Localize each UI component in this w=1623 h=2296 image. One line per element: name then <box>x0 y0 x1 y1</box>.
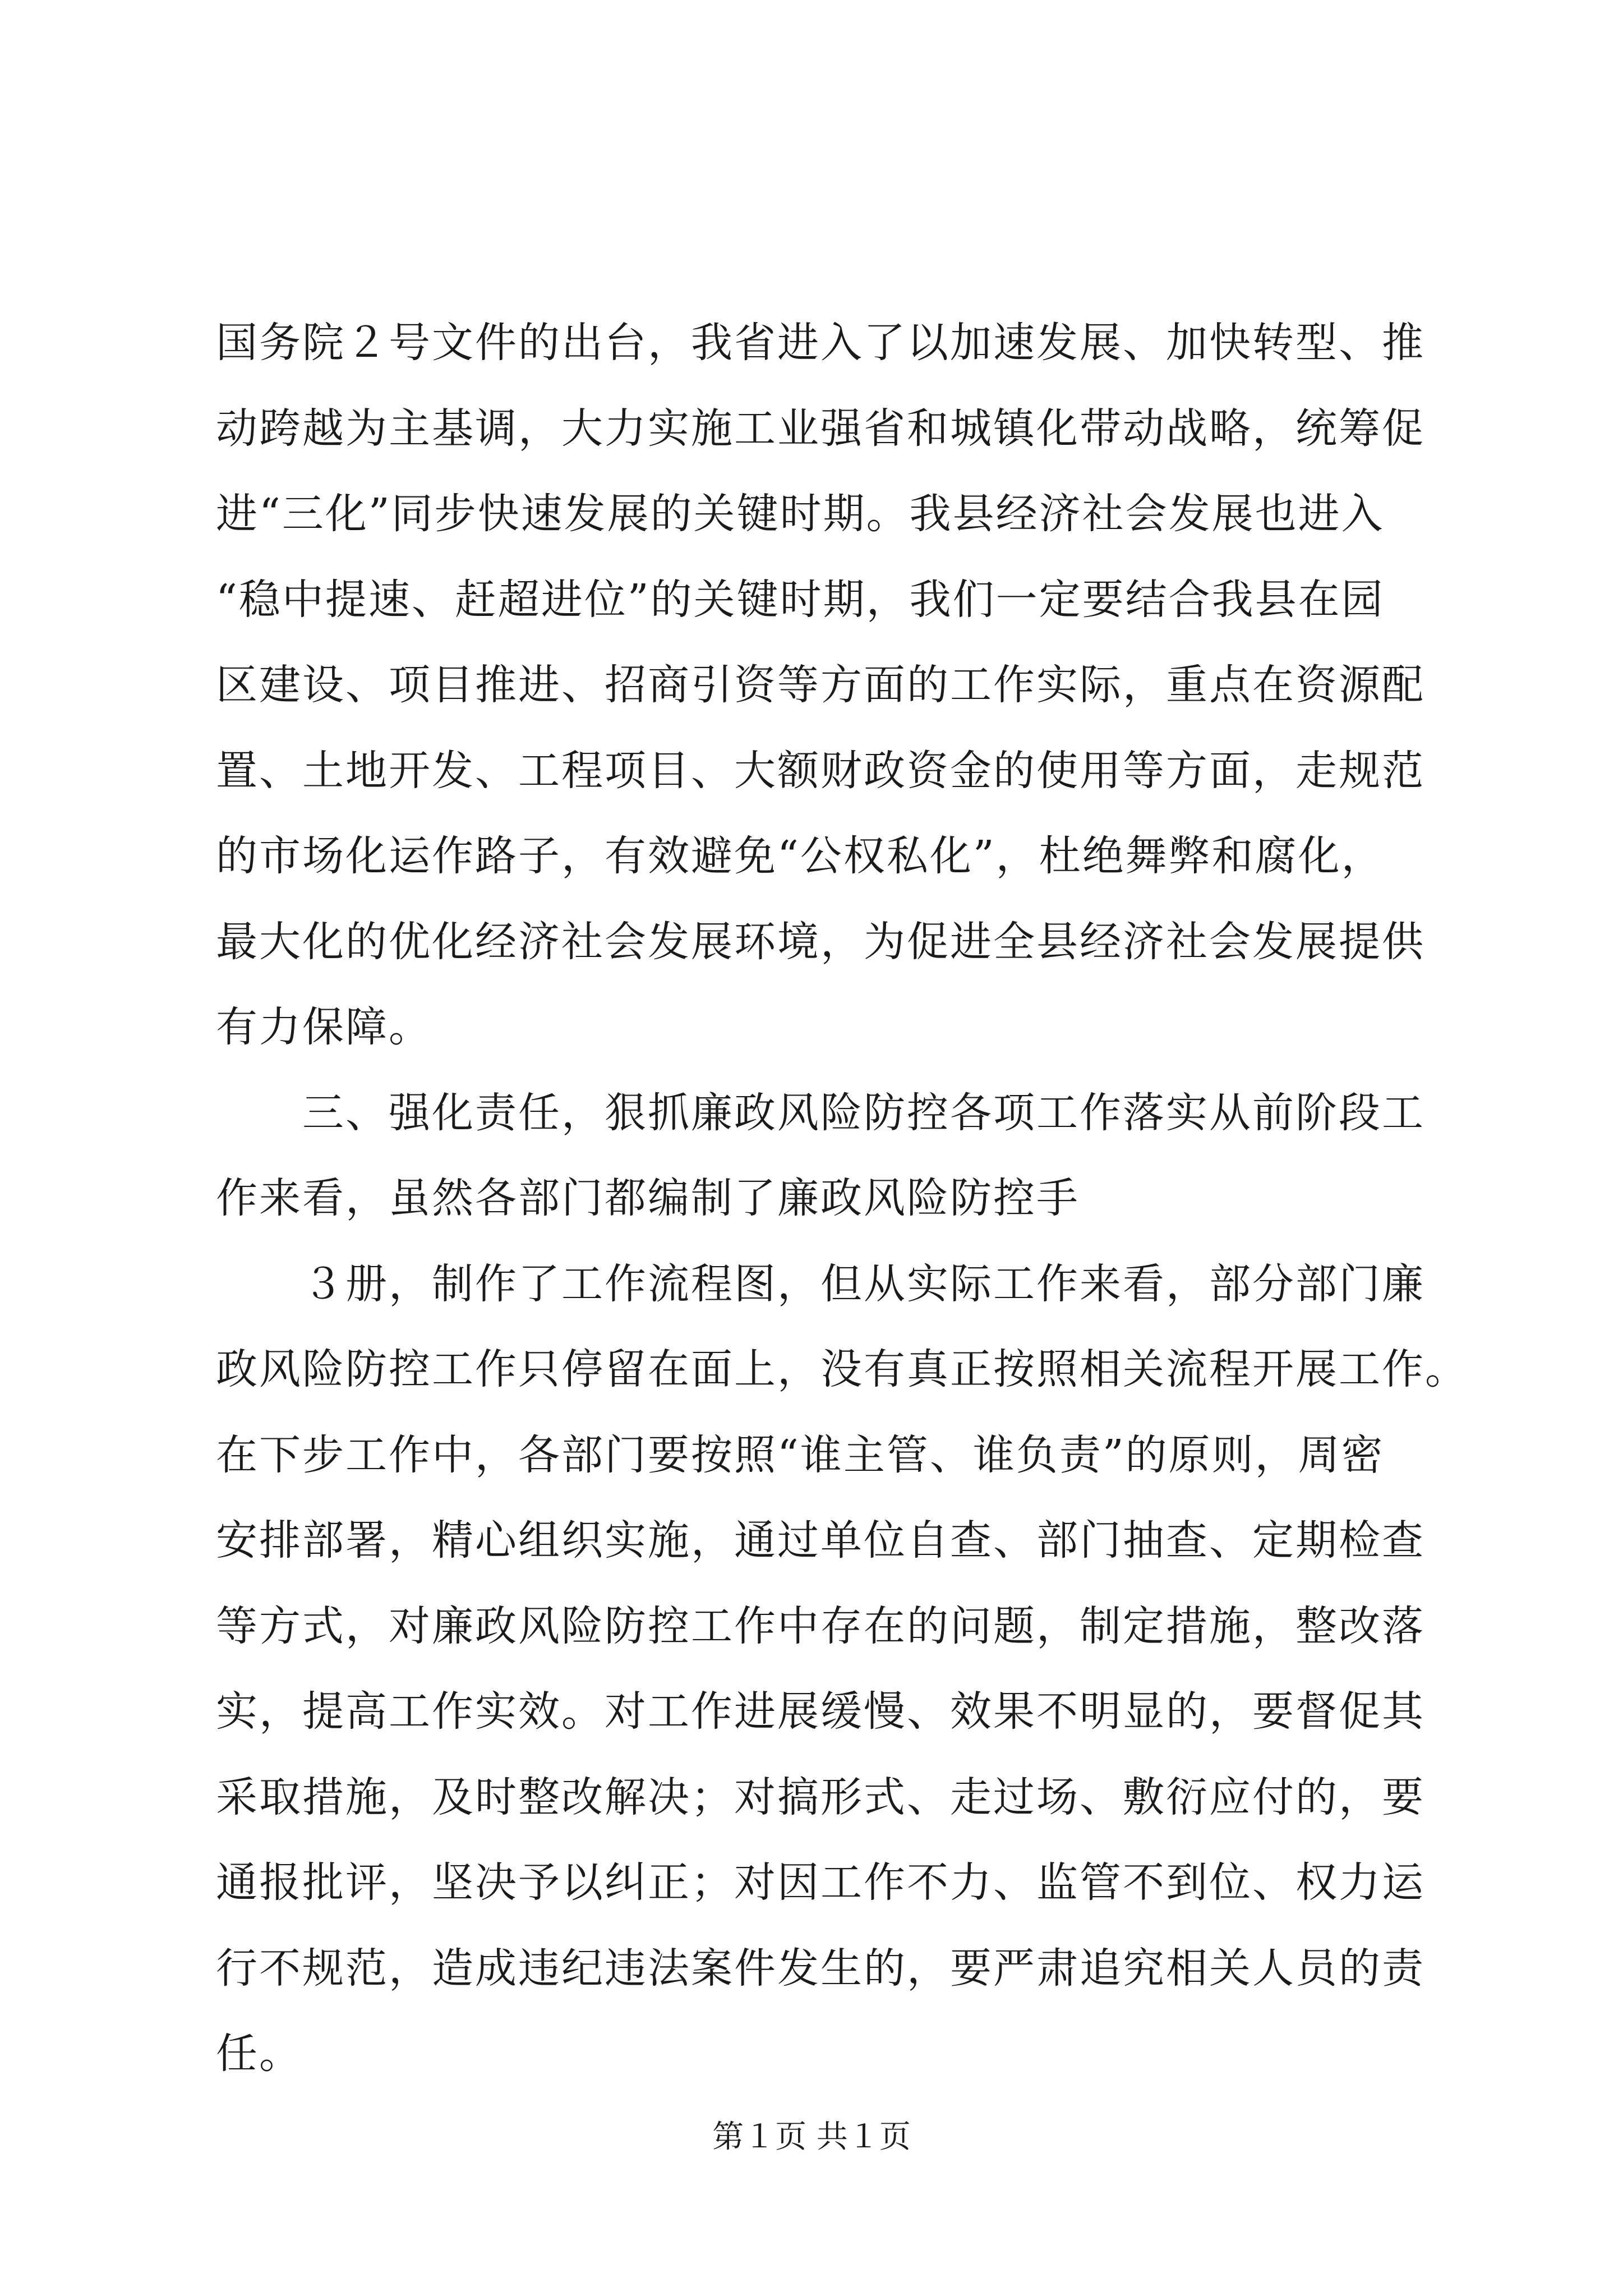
text-line: “稳中提速、赶超进位”的关键时期，我们一定要结合我县在园 <box>216 575 1385 624</box>
document-body <box>216 300 1468 2097</box>
text-line: 在下步工作中，各部门要按照“谁主管、谁负责”的原则，周密 <box>216 1430 1385 1479</box>
text-line: 区建设、项目推进、招商引资等方面的工作实际，重点在资源配 <box>216 661 1425 709</box>
text-line: 进“三化”同步快速发展的关键时期。我县经济社会发展也进入 <box>216 490 1385 538</box>
text-line: 等方式，对廉政风险防控工作中存在的问题，制定措施，整改落 <box>216 1602 1425 1650</box>
text-line: 通报批评，坚决予以纠正；对因工作不力、监管不到位、权力运 <box>216 1858 1425 1907</box>
text-line: 任。 <box>216 2030 302 2078</box>
text-line: 安排部署，精心组织实施，通过单位自查、部门抽查、定期检查 <box>216 1516 1425 1565</box>
section-heading-line: 三、强化责任，狠抓廉政风险防控各项工作落实从前阶段工 <box>216 1088 1425 1137</box>
text-line: 动跨越为主基调，大力实施工业强省和城镇化带动战略，统筹促 <box>216 404 1425 453</box>
text-line: 实，提高工作实效。对工作进展缓慢、效果不明显的，要督促其 <box>216 1687 1425 1736</box>
text-line: ３册，制作了工作流程图，但从实际工作来看，部分部门廉 <box>216 1259 1425 1308</box>
text-line: 有力保障。 <box>216 1003 432 1051</box>
text-line: 采取措施，及时整改解决；对搞形式、走过场、敷衍应付的，要 <box>216 1773 1425 1821</box>
text-line: 作来看，虽然各部门都编制了廉政风险防控手 <box>216 1174 1080 1222</box>
text-line: 政风险防控工作只停留在面上，没有真正按照相关流程开展工作。 <box>216 1345 1468 1393</box>
text-line: 行不规范，造成违纪违法案件发生的，要严肃追究相关人员的责 <box>216 1944 1425 1993</box>
page-footer <box>0 2115 1623 2160</box>
page-number: 第１页 共１页 <box>712 2119 911 2155</box>
text-line: 国务院２号文件的出台，我省进入了以加速发展、加快转型、推 <box>216 319 1425 367</box>
text-line: 的市场化运作路子，有效避免“公权私化”，杜绝舞弊和腐化， <box>216 832 1385 880</box>
text-line: 置、土地开发、工程项目、大额财政资金的使用等方面，走规范 <box>216 746 1425 795</box>
text-line: 最大化的优化经济社会发展环境，为促进全县经济社会发展提供 <box>216 917 1425 966</box>
